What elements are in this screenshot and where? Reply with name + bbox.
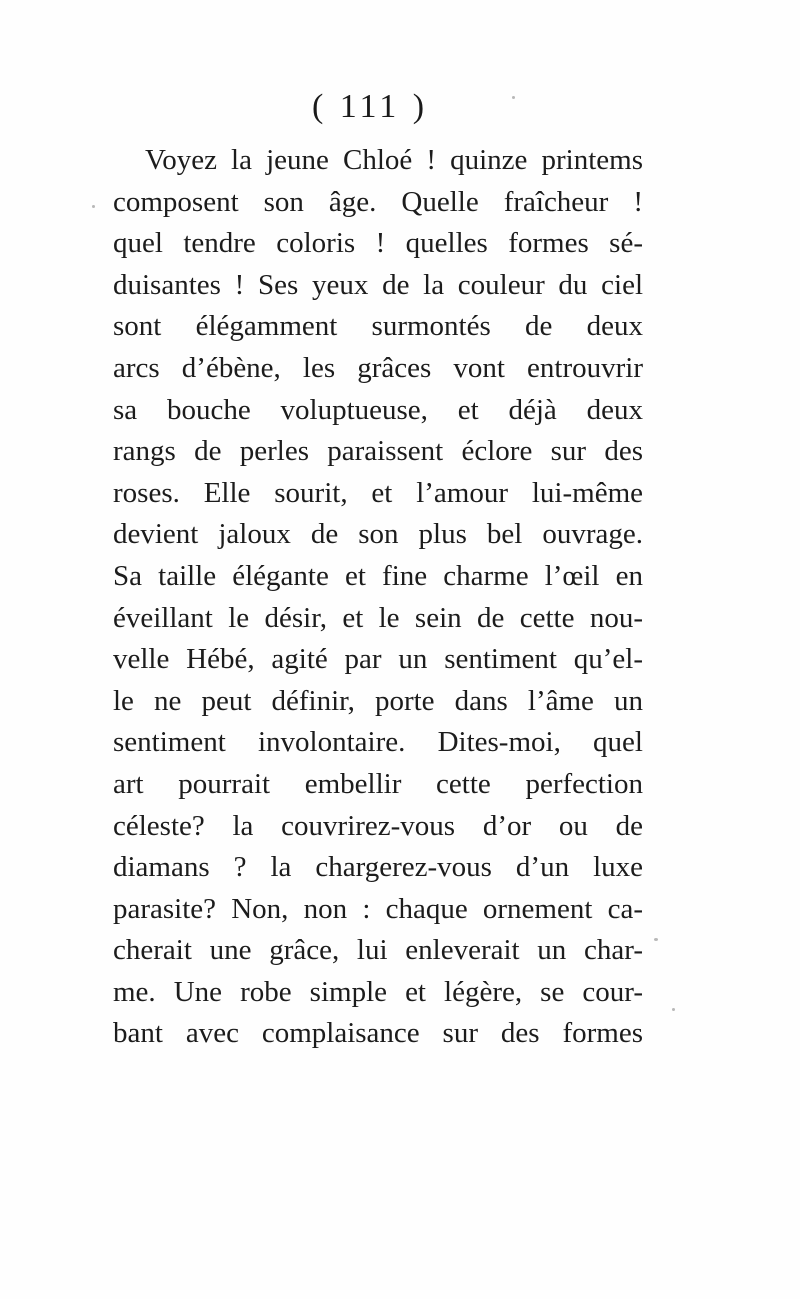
text-line: parasite? Non, non : chaque ornement ca- [113, 892, 643, 925]
text-line: sentiment involontaire. Dites-moi, quel [113, 726, 643, 759]
paper-speck [512, 96, 515, 99]
text-line: quel tendre coloris ! quelles formes sé- [113, 227, 643, 260]
text-line: bant avec complaisance sur des formes [113, 1017, 643, 1050]
text-line: rangs de perles paraissent éclore sur des [113, 435, 643, 468]
body-text [113, 140, 643, 1055]
text-line: roses. Elle sourit, et l’amour lui-même [113, 476, 643, 509]
paper-speck [654, 938, 658, 941]
text-line: éveillant le désir, et le sein de cette nou- [113, 601, 643, 634]
text-line: velle Hébé, agité par un sentiment qu’el- [113, 643, 643, 676]
text-line: arcs d’ébène, les grâces vont entrouvrir [113, 351, 643, 384]
text-line: diamans ? la chargerez-vous d’un luxe [113, 851, 643, 884]
text-line: céleste? la couvrirez-vous d’or ou de [113, 809, 643, 842]
text-line: sa bouche voluptueuse, et déjà deux [113, 393, 643, 426]
text-line: devient jaloux de son plus bel ouvrage. [113, 518, 643, 551]
text-line: cherait une grâce, lui enleverait un char- [113, 934, 643, 967]
page-number: ( 111 ) [311, 88, 429, 125]
paper-speck [672, 1008, 675, 1011]
text-line: Sa taille élégante et fine charme l’œil en [113, 559, 643, 592]
text-line: Voyez la jeune Chloé ! quinze printems [145, 144, 643, 176]
paper-speck [92, 205, 95, 208]
text-line: art pourrait embellir cette perfection [113, 767, 643, 800]
text-line: le ne peut définir, porte dans l’âme un [113, 684, 643, 717]
text-line: me. Une robe simple et légère, se cour- [113, 975, 643, 1008]
text-line: composent son âge. Quelle fraîcheur ! [113, 185, 643, 218]
text-line: duisantes ! Ses yeux de la couleur du ciel [113, 268, 643, 301]
text-line: sont élégamment surmontés de deux [113, 310, 643, 343]
